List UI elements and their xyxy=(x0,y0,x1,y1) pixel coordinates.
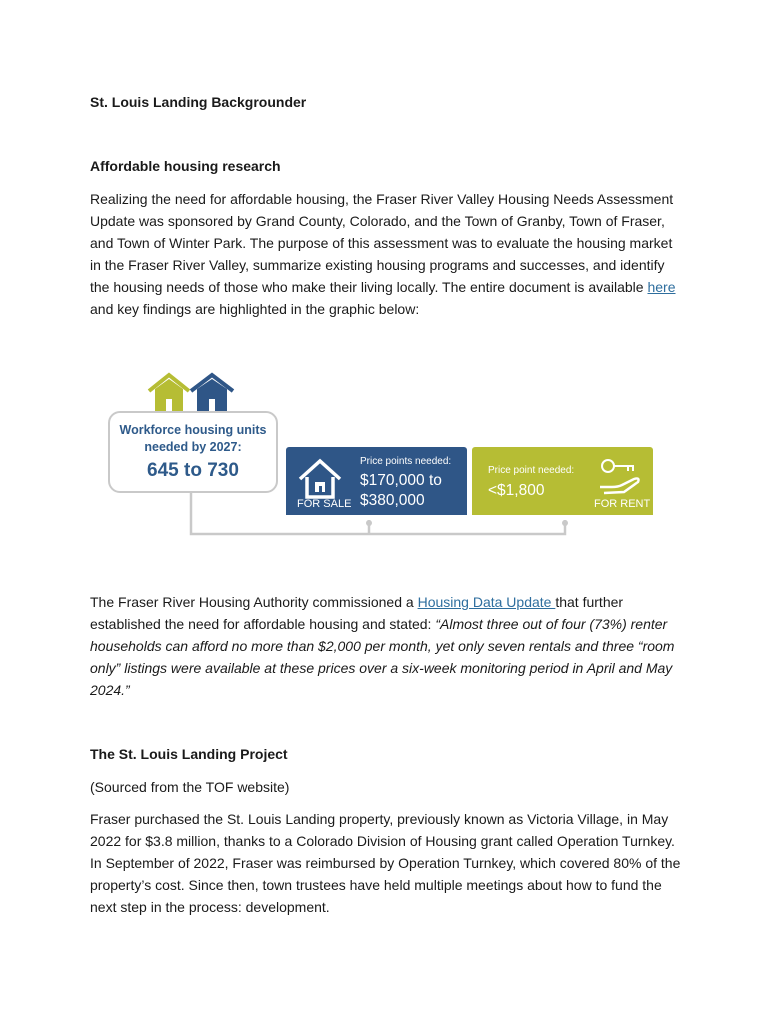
section-heading-affordable-housing: Affordable housing research xyxy=(90,158,281,174)
workforce-units-box xyxy=(108,411,278,493)
for-rent-tag: FOR RENT xyxy=(594,498,651,510)
paragraph-text: The Fraser River Housing Authority commissioned a xyxy=(90,594,418,610)
housing-findings-graphic xyxy=(105,365,660,545)
quote-text: “Almost three out of four (73%) renter households can afford no more than $2,000 per month, yet only seven rentals and three “room only” listings were available at these prices over a six-week monitoring period in April and May 2024.” xyxy=(90,616,675,698)
rent-price-label: Price point needed: xyxy=(488,465,575,476)
paragraph-needs-assessment xyxy=(90,188,682,320)
for-sale-tag: FOR SALE xyxy=(297,498,352,510)
paragraph-text: that further established the need for affordable housing and stated: xyxy=(90,594,624,632)
house-sale-icon xyxy=(298,457,342,499)
paragraph-text: Realizing the need for affordable housing, the Fraser River Valley Housing Needs Assessment Update was sponsored by Grand County, Colorado, and the Town of Granby, Town of Fraser, and Town of Winter Park. The purpose of this assessment was to evaluate the housing market in the Fraser River Valley, summarize existing housing programs and successes, and identify the housing needs of those who make their living locally. The entire document is available xyxy=(90,191,674,295)
housing-data-update-link[interactable]: Housing Data Update xyxy=(417,594,556,610)
for-rent-box xyxy=(472,447,653,515)
workforce-range: 645 to 730 xyxy=(147,460,239,481)
source-note: (Sourced from the TOF website) xyxy=(90,779,290,795)
houses-icon xyxy=(147,371,237,413)
here-link[interactable]: here xyxy=(647,279,676,295)
paragraph-text: and key findings are highlighted in the graphic below: xyxy=(90,301,420,317)
for-sale-box xyxy=(286,447,467,515)
sale-price-label: Price points needed: xyxy=(360,456,452,467)
workforce-label: Workforce housing units needed by 2027: xyxy=(119,423,267,454)
document-title: St. Louis Landing Backgrounder xyxy=(90,94,307,110)
sale-price-line-2: $380,000 xyxy=(360,492,425,509)
sale-price-line-1: $170,000 to xyxy=(360,472,442,489)
paragraph-project-body: Fraser purchased the St. Louis Landing property, previously known as Victoria Village, in May 2022 for $3.8 million, thanks to a Colorado Division of Housing grant called Operation Turnkey. In September of 2022, Fraser was reimbursed by Operation Turnkey, which covered 80% of the property’s cost. Since then, town trustees have held multiple meetings about how to fund the next step in the process: development. xyxy=(90,811,681,915)
section-heading-project: The St. Louis Landing Project xyxy=(90,746,288,762)
hand-key-icon xyxy=(598,457,646,497)
paragraph-housing-data-update xyxy=(90,591,682,701)
rent-price: <$1,800 xyxy=(488,482,545,499)
